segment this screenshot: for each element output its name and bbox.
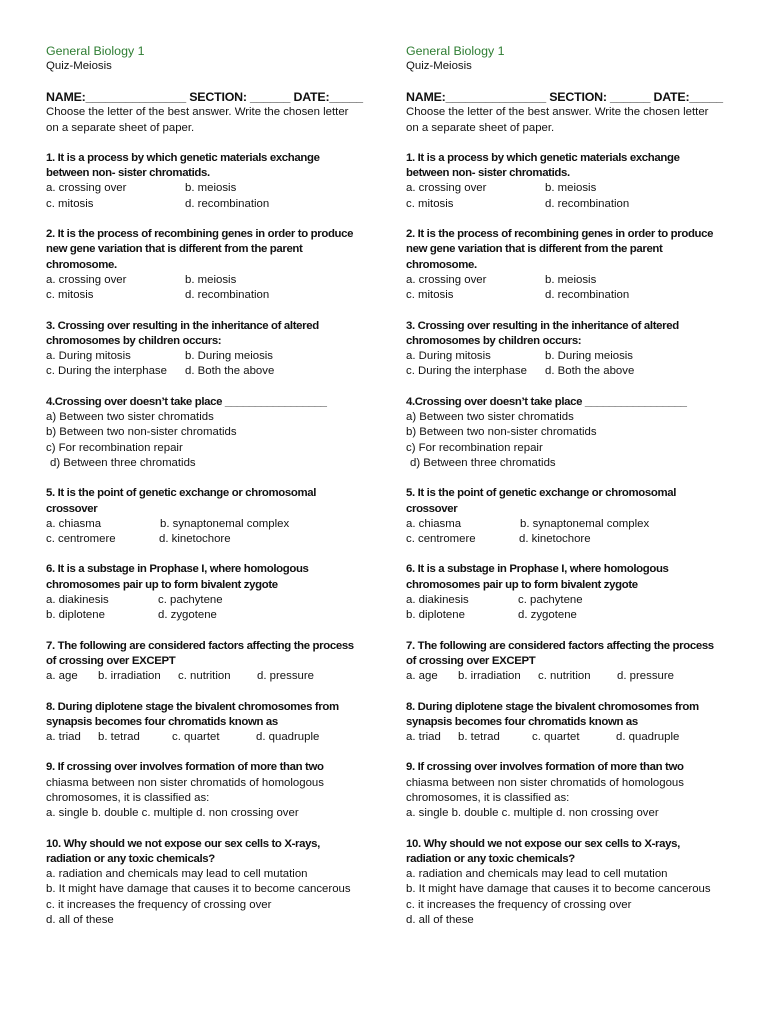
instructions: Choose the letter of the best answer. Write the chosen letter on a separate sheet of paper.	[46, 106, 349, 134]
option-d: d) Between three chromatids	[410, 456, 556, 469]
question-text: 8. During diplotene stage the bivalent chromosomes from synapsis becomes four chromatids known as	[406, 700, 699, 728]
option-d: d. Both the above	[545, 365, 635, 378]
question-text: 3. Crossing over resulting in the inheritance of altered chromosomes by children occurs:	[46, 319, 319, 347]
options-line: a. single b. double c. multiple d. non crossing over	[46, 807, 299, 820]
option-row	[46, 593, 391, 608]
option-d: d. all of these	[406, 914, 474, 927]
option-c: c. mitosis	[46, 197, 94, 210]
option-b: b. tetrad	[458, 731, 500, 744]
option-d: d. pressure	[617, 670, 674, 683]
option-a: a. diakinesis	[406, 594, 469, 607]
question-text: 1. It is a process by which genetic materials exchange between non- sister chromatids.	[406, 151, 680, 180]
option-c: c. During the interphase	[406, 365, 527, 378]
option-row	[406, 517, 751, 532]
name-section-date-line: NAME:_______________ SECTION: ______ DATE:_____	[46, 90, 363, 105]
question-text: 4.Crossing over doesn’t take place _________________	[46, 395, 327, 408]
option-c: c. pachytene	[158, 594, 223, 607]
question-3	[46, 319, 391, 380]
quiz-copy-left	[46, 43, 391, 943]
question-text: 5. It is the point of genetic exchange or chromosomal crossover	[46, 487, 317, 515]
option-d: d. pressure	[257, 670, 314, 683]
option-b: b) Between two non-sister chromatids	[406, 426, 597, 439]
option-c: c. centromere	[406, 533, 476, 546]
option-d: d. recombination	[545, 197, 630, 210]
option-a: a. triad	[406, 731, 441, 744]
option-row	[406, 349, 751, 364]
option-c: c. centromere	[46, 533, 116, 546]
option-row	[46, 181, 391, 196]
option-a: a. age	[46, 670, 78, 683]
option-b: b. diplotene	[46, 609, 105, 622]
question-text: 6. It is a substage in Prophase I, where homologous chromosomes pair up to form bivalent zygote	[406, 563, 669, 591]
option-a: a. crossing over	[46, 182, 127, 195]
quiz-copy-right	[406, 43, 751, 943]
question-text: 2. It is the process of recombining genes in order to produce new gene variation that is different from the parent chromosome.	[46, 228, 354, 271]
option-b: b. diplotene	[406, 609, 465, 622]
option-c: c. mitosis	[406, 197, 454, 210]
option-c: c. it increases the frequency of crossing over	[46, 898, 272, 911]
option-b: b. During meiosis	[545, 350, 633, 363]
option-b: b) Between two non-sister chromatids	[46, 426, 237, 439]
question-1	[406, 151, 751, 212]
option-row	[406, 197, 751, 212]
question-text: 5. It is the point of genetic exchange or chromosomal crossover	[406, 487, 677, 515]
option-row	[46, 364, 391, 379]
option-d: d. zygotene	[158, 609, 217, 622]
option-a: a) Between two sister chromatids	[406, 411, 574, 424]
option-b: b. meiosis	[545, 273, 597, 286]
question-5	[46, 486, 391, 547]
option-d: d. quadruple	[616, 731, 680, 744]
option-a: a. triad	[46, 731, 81, 744]
question-text: 9. If crossing over involves formation of more than two chiasma between non sister chromatids of homologous chromosomes, it is classified as:	[406, 761, 684, 804]
option-c: c. nutrition	[178, 670, 231, 683]
quiz-subtitle: Quiz-Meiosis	[406, 60, 472, 72]
question-text: 7. The following are considered factors affecting the process of crossing over EXCEPT	[406, 639, 714, 667]
option-row	[46, 532, 391, 547]
question-1	[46, 151, 391, 212]
option-c: c. mitosis	[46, 289, 94, 302]
option-d: d. quadruple	[256, 731, 320, 744]
option-a: a. chiasma	[46, 517, 102, 530]
option-d: d. recombination	[545, 289, 630, 302]
question-4	[46, 395, 391, 471]
option-b: b. meiosis	[545, 182, 597, 195]
option-d: d. Both the above	[185, 365, 275, 378]
option-row	[406, 181, 751, 196]
question-9	[46, 760, 391, 821]
question-2	[46, 227, 391, 303]
option-c: c. pachytene	[518, 594, 583, 607]
question-8	[46, 700, 391, 746]
question-text: 6. It is a substage in Prophase I, where homologous chromosomes pair up to form bivalent zygote	[46, 563, 309, 591]
options-line: a. single b. double c. multiple d. non crossing over	[406, 807, 659, 820]
option-c: c. it increases the frequency of crossing over	[406, 898, 632, 911]
option-c: c. quartet	[172, 731, 220, 744]
option-d: d. kinetochore	[159, 533, 231, 546]
option-a: a) Between two sister chromatids	[46, 411, 214, 424]
question-7	[46, 639, 391, 685]
option-a: a. radiation and chemicals may lead to cell mutation	[406, 868, 668, 881]
quiz-subtitle: Quiz-Meiosis	[46, 60, 112, 72]
question-4	[406, 395, 751, 471]
question-2	[406, 227, 751, 303]
question-text: 10. Why should we not expose our sex cells to X-rays, radiation or any toxic chemicals?	[46, 837, 320, 865]
option-d: d) Between three chromatids	[50, 456, 196, 469]
option-a: a. During mitosis	[406, 350, 491, 363]
question-10	[46, 837, 391, 929]
question-text: 2. It is the process of recombining genes in order to produce new gene variation that is different from the parent chromosome.	[406, 228, 714, 271]
option-row	[46, 608, 391, 623]
option-a: a. radiation and chemicals may lead to cell mutation	[46, 868, 308, 881]
option-row	[46, 349, 391, 364]
option-row	[406, 593, 751, 608]
option-b: b. synaptonemal complex	[160, 517, 290, 530]
question-9	[406, 760, 751, 821]
question-text: 9. If crossing over involves formation of more than two chiasma between non sister chromatids of homologous chromosomes, it is classified as:	[46, 761, 324, 804]
option-a: a. crossing over	[406, 182, 487, 195]
option-row	[406, 608, 751, 623]
option-d: d. recombination	[185, 197, 270, 210]
option-c: c. nutrition	[538, 670, 591, 683]
question-6	[406, 562, 751, 623]
option-d: d. kinetochore	[519, 533, 591, 546]
question-text: 4.Crossing over doesn’t take place _________________	[406, 395, 687, 408]
option-c: c) For recombination repair	[406, 441, 543, 454]
option-row	[46, 197, 391, 212]
option-row	[406, 669, 751, 684]
option-row	[46, 288, 391, 303]
option-b: b. It might have damage that causes it to become cancerous	[46, 883, 351, 896]
option-b: b. During meiosis	[185, 350, 273, 363]
option-row	[406, 364, 751, 379]
option-b: b. meiosis	[185, 182, 237, 195]
option-a: a. age	[406, 670, 438, 683]
option-a: a. crossing over	[406, 273, 487, 286]
option-c: c) For recombination repair	[46, 441, 183, 454]
option-c: c. During the interphase	[46, 365, 167, 378]
option-d: d. zygotene	[518, 609, 577, 622]
question-text: 3. Crossing over resulting in the inheritance of altered chromosomes by children occurs:	[406, 319, 679, 347]
option-row	[46, 273, 391, 288]
option-b: b. irradiation	[98, 670, 161, 683]
option-row	[406, 730, 751, 745]
option-row	[46, 730, 391, 745]
question-text: 8. During diplotene stage the bivalent chromosomes from synapsis becomes four chromatids known as	[46, 700, 339, 728]
name-section-date-line: NAME:_______________ SECTION: ______ DATE:_____	[406, 90, 723, 105]
option-a: a. During mitosis	[46, 350, 131, 363]
option-c: c. quartet	[532, 731, 580, 744]
course-title: General Biology 1	[46, 44, 145, 58]
option-row	[46, 669, 391, 684]
option-row	[406, 273, 751, 288]
option-row	[46, 517, 391, 532]
option-a: a. chiasma	[406, 517, 462, 530]
question-7	[406, 639, 751, 685]
question-text: 7. The following are considered factors affecting the process of crossing over EXCEPT	[46, 639, 354, 667]
question-8	[406, 700, 751, 746]
option-c: c. mitosis	[406, 289, 454, 302]
option-row	[406, 288, 751, 303]
question-text: 10. Why should we not expose our sex cells to X-rays, radiation or any toxic chemicals?	[406, 837, 680, 865]
option-b: b. It might have damage that causes it to become cancerous	[406, 883, 711, 896]
option-a: a. crossing over	[46, 273, 127, 286]
option-row	[406, 532, 751, 547]
option-b: b. tetrad	[98, 731, 140, 744]
question-10	[406, 837, 751, 929]
option-d: d. all of these	[46, 914, 114, 927]
question-5	[406, 486, 751, 547]
option-d: d. recombination	[185, 289, 270, 302]
option-a: a. diakinesis	[46, 594, 109, 607]
option-b: b. meiosis	[185, 273, 237, 286]
course-title: General Biology 1	[406, 44, 505, 58]
option-b: b. irradiation	[458, 670, 521, 683]
option-b: b. synaptonemal complex	[520, 517, 650, 530]
question-3	[406, 319, 751, 380]
question-text: 1. It is a process by which genetic materials exchange between non- sister chromatids.	[46, 151, 320, 180]
instructions: Choose the letter of the best answer. Write the chosen letter on a separate sheet of paper.	[406, 106, 709, 134]
question-6	[46, 562, 391, 623]
